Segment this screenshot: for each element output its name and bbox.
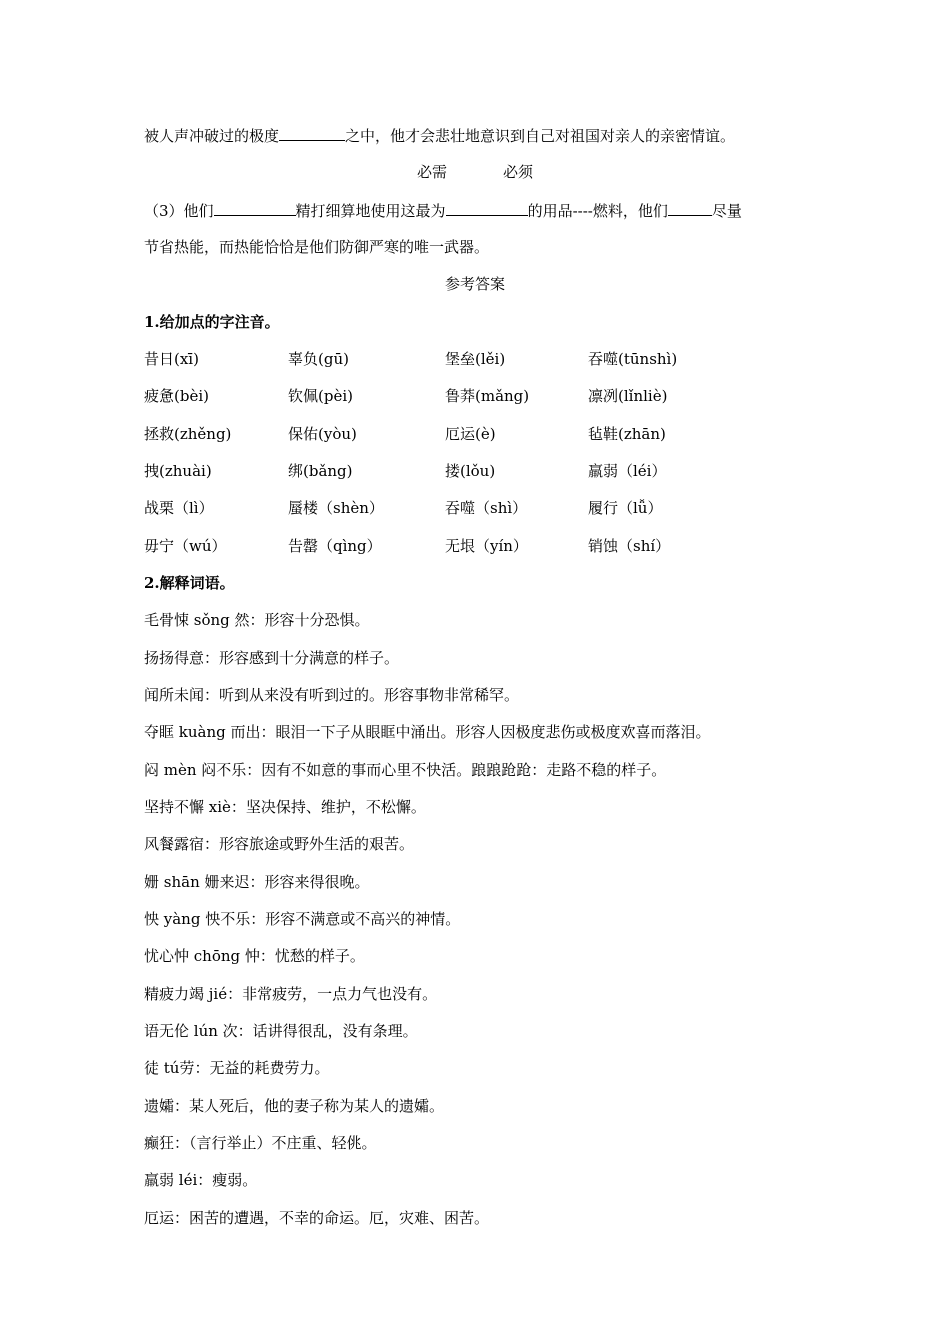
pinyin-cell: 辜负(gū) [288, 350, 349, 368]
definition-item: 姗 shān 姗来迟：形容来得很晚。 [144, 873, 370, 891]
pinyin-cell: 拯救(zhěng) [144, 425, 232, 443]
text-segment: 尽量 [711, 202, 742, 220]
section-heading: 1.给加点的字注音。 [144, 313, 280, 331]
pinyin-cell: 昔日(xī) [144, 350, 199, 368]
fill-blank [668, 200, 712, 216]
text-segment: （3）他们 [144, 202, 214, 220]
pinyin-cell: 凛冽(lǐnliè) [588, 387, 668, 405]
answer-title: 参考答案 [444, 275, 505, 293]
definition-item: 癫狂：（言行举止）不庄重、轻佻。 [144, 1134, 377, 1152]
pinyin-cell: 吞噬（shì） [445, 499, 528, 517]
question-line-1 [144, 125, 735, 146]
definition-item: 闻所未闻：听到从来没有听到过的。形容事物非常稀罕。 [144, 686, 520, 704]
pinyin-cell: 钦佩(pèi) [288, 387, 353, 405]
definition-item: 怏 yàng 怏不乐：形容不满意或不高兴的神情。 [144, 910, 461, 928]
definition-item: 坚持不懈 xiè：坚决保持、维护，不松懈。 [144, 798, 426, 816]
pinyin-cell: 疲惫(bèi) [144, 387, 209, 405]
definition-item: 忧心忡 chōng 忡：忧愁的样子。 [144, 947, 365, 965]
pinyin-cell: 无垠（yín） [445, 537, 528, 555]
choice-line [0, 162, 950, 182]
pinyin-cell: 蜃楼（shèn） [288, 499, 384, 517]
pinyin-cell: 保佑(yòu) [288, 425, 357, 443]
definition-item: 扬扬得意：形容感到十分满意的样子。 [144, 649, 400, 667]
definition-item: 语无伦 lún 次：话讲得很乱，没有条理。 [144, 1022, 418, 1040]
definition-item: 遗孀：某人死后，他的妻子称为某人的遗孀。 [144, 1097, 445, 1115]
pinyin-cell: 吞噬(tūnshì) [588, 350, 678, 368]
definition-item: 风餐露宿：形容旅途或野外生活的艰苦。 [144, 835, 415, 853]
section-heading: 2.解释词语。 [144, 574, 235, 592]
pinyin-cell: 销蚀（shí） [588, 537, 671, 555]
question-line-4: 节省热能，而热能恰恰是他们防御严寒的唯一武器。 [144, 238, 490, 256]
pinyin-cell: 战栗（lì） [144, 499, 214, 517]
question-line-3 [144, 200, 742, 221]
pinyin-cell: 拽(zhuài) [144, 462, 212, 480]
pinyin-cell: 搂(lǒu) [445, 462, 496, 480]
choice-word: 必须 [503, 163, 534, 181]
pinyin-cell: 毋宁（wú） [144, 537, 227, 555]
text-segment: 之中，他才会悲壮地意识到自己对祖国对亲人的亲密情谊。 [345, 127, 736, 145]
pinyin-cell: 堡垒(lěi) [445, 350, 506, 368]
pinyin-cell: 鲁莽(mǎng) [445, 387, 530, 405]
text-segment: 精打细算地使用这最为 [295, 202, 446, 220]
fill-blank [279, 125, 345, 141]
definition-item: 羸弱 léi：瘦弱。 [144, 1171, 258, 1189]
pinyin-cell: 履行（lǚ） [588, 499, 663, 517]
text-segment: 的用品----燃料，他们 [527, 202, 668, 220]
definition-item: 厄运：困苦的遭遇，不幸的命运。厄，灾难、困苦。 [144, 1209, 490, 1227]
fill-blank [214, 200, 296, 216]
choice-word: 必需 [416, 163, 447, 181]
text-segment: 被人声冲破过的极度 [144, 127, 280, 145]
definition-item: 夺眶 kuàng 而出：眼泪一下子从眼眶中涌出。形容人因极度悲伤或极度欢喜而落泪。 [144, 723, 711, 741]
definition-item: 精疲力竭 jié：非常疲劳，一点力气也没有。 [144, 985, 438, 1003]
definition-item: 徒 tú劳：无益的耗费劳力。 [144, 1059, 330, 1077]
pinyin-cell: 毡鞋(zhān) [588, 425, 666, 443]
fill-blank [446, 200, 528, 216]
pinyin-cell: 绑(bǎng) [288, 462, 353, 480]
definition-item: 闷 mèn 闷不乐：因有不如意的事而心里不快活。踉踉跄跄：走路不稳的样子。 [144, 761, 667, 779]
definition-item: 毛骨悚 sǒng 然：形容十分恐惧。 [144, 611, 370, 629]
pinyin-cell: 厄运(è) [445, 425, 496, 443]
pinyin-cell: 告罄（qìng） [288, 537, 382, 555]
pinyin-cell: 羸弱（léi） [588, 462, 667, 480]
